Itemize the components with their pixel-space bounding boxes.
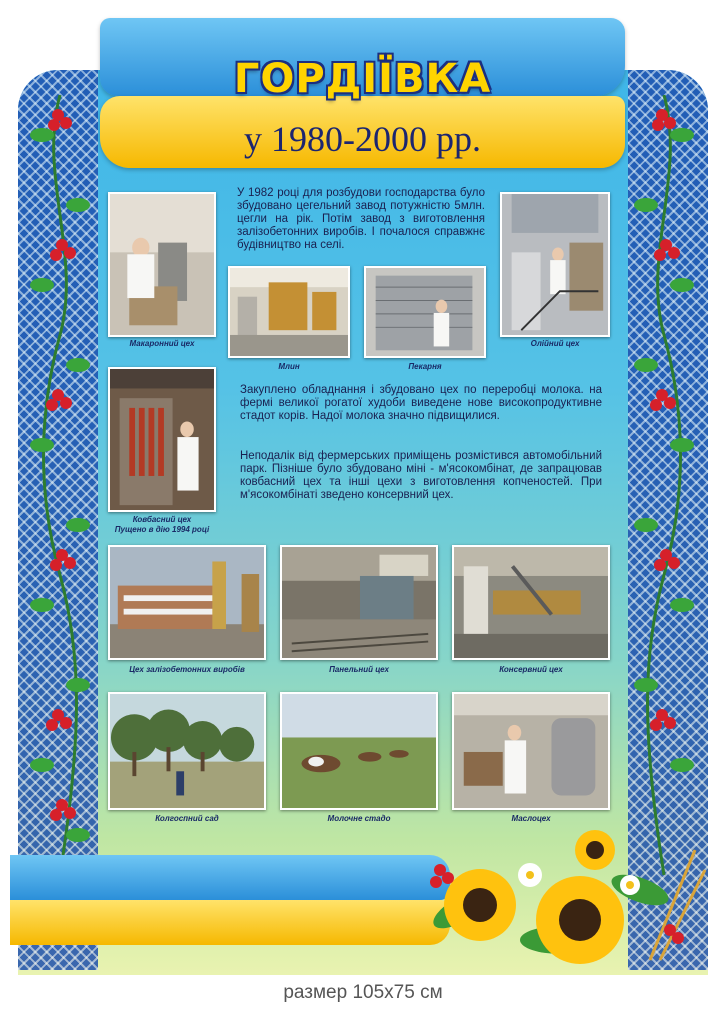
poster-size-note: размер 105х75 см bbox=[283, 982, 443, 1003]
photo-canning-workshop bbox=[452, 545, 610, 660]
caption-canning: Консервний цех bbox=[499, 665, 563, 674]
sunflower-bouquet-icon bbox=[420, 820, 710, 975]
caption-sausage-title: Ковбасний цех bbox=[132, 515, 192, 524]
photo-concrete-workshop bbox=[108, 545, 266, 660]
caption-butter: Маслоцех bbox=[511, 814, 551, 823]
caption-herd: Молочне стадо bbox=[327, 814, 391, 823]
poster-title: ГОРДІЇВКА bbox=[233, 56, 492, 102]
viburnum-vine-right-icon bbox=[632, 95, 696, 875]
caption-sausage bbox=[104, 515, 220, 535]
caption-panel: Панельний цех bbox=[329, 665, 389, 674]
caption-concrete: Цех залізобетонних виробів bbox=[129, 665, 245, 674]
photo-pasta-workshop bbox=[108, 192, 216, 337]
photo-orchard bbox=[108, 692, 266, 810]
photo-sausage-workshop bbox=[108, 367, 216, 512]
paragraph-brick-factory: У 1982 році для розбудови господарства було збудовано цегельний завод потужністю 5млн. цегли на рік. Потім завод з виготовлення залізобетонних виробів. І почалося справжнє будівництво на селі. bbox=[237, 187, 485, 251]
caption-pasta: Макаронний цех bbox=[129, 339, 195, 348]
title-ribbon bbox=[100, 18, 625, 168]
paragraph-milk-processing: Закуплено обладнання і збудовано цех по переробці молока. на фермі великої рогатої худоби виведене нове високопродуктивне стадот корів. Надої молока значно підвищилися. bbox=[240, 384, 602, 422]
viburnum-vine-left-icon bbox=[28, 95, 92, 875]
caption-bakery: Пекарня bbox=[408, 362, 442, 371]
caption-oil: Олійний цех bbox=[530, 339, 580, 348]
bottom-ribbon-yellow bbox=[10, 900, 450, 945]
bottom-ribbon-blue bbox=[10, 855, 450, 900]
bottom-ribbon bbox=[10, 845, 450, 950]
poster-subtitle: у 1980-2000 рр. bbox=[244, 119, 481, 159]
photo-panel-workshop bbox=[280, 545, 438, 660]
caption-sausage-date: Пущено в дію 1994 році bbox=[114, 525, 210, 534]
photo-butter-workshop bbox=[452, 692, 610, 810]
paragraph-meat-plant: Неподалік від фермерських приміщень розмістився автомобільний парк. Пізніше було збудовано міні - м'ясокомбінат, де запрацював ковбасний цех та інші цехи з виготовлення копченостей. При м'ясокомбінаті зведено консервний цех. bbox=[240, 450, 602, 501]
caption-mill: Млин bbox=[278, 362, 300, 371]
photo-oil-workshop bbox=[500, 192, 610, 337]
caption-orchard: Колгоспний сад bbox=[155, 814, 219, 823]
photo-mill bbox=[228, 266, 350, 358]
photo-bakery bbox=[364, 266, 486, 358]
photo-dairy-herd bbox=[280, 692, 438, 810]
